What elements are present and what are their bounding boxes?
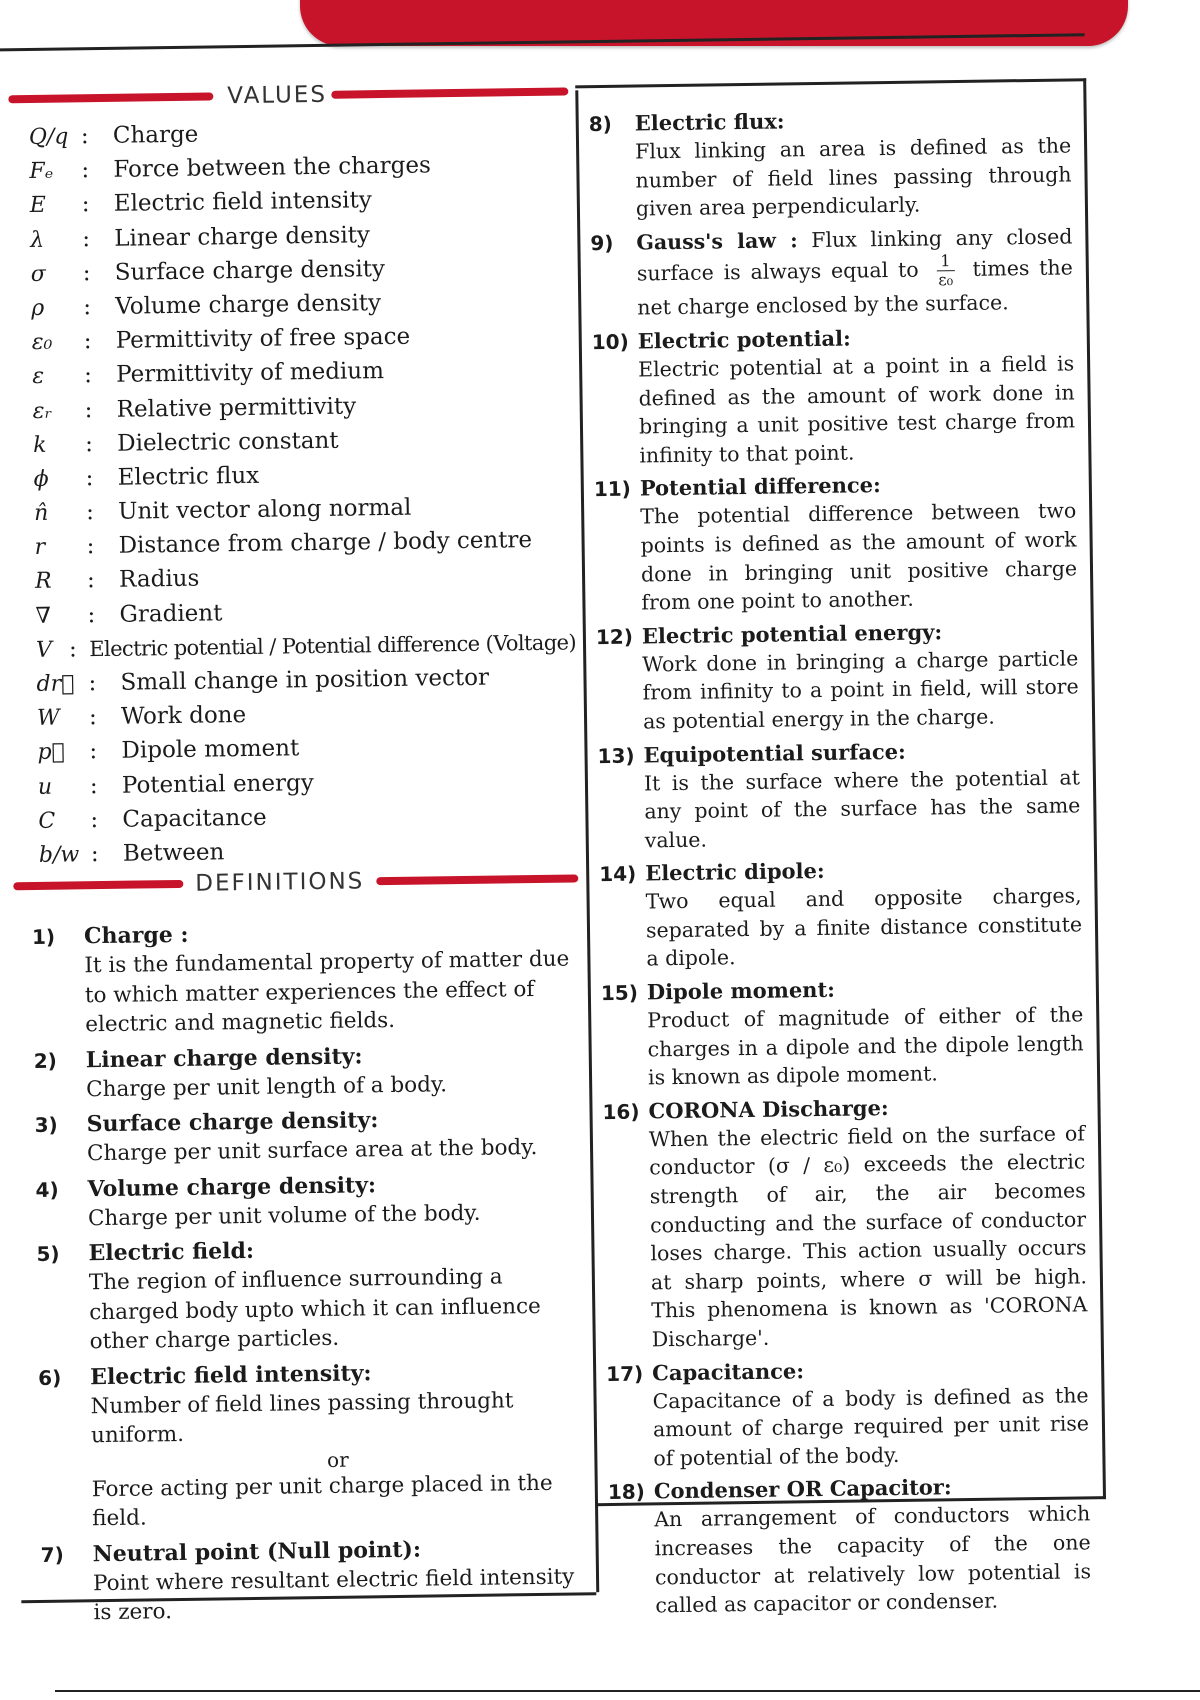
symbol-meaning: Gradient [119, 599, 223, 628]
symbol: ρ [31, 295, 45, 321]
definition-body: Charge per unit volume of the body. [87, 1200, 481, 1231]
definition-number: 17) [606, 1361, 644, 1386]
definition-title: Equipotential surface: [643, 738, 906, 767]
gauss-law-text-pre: Flux linking any closed surface is always equal to [636, 224, 1073, 286]
definition-body: It is the fundamental property of matter due to which matter experiences the effect of electric and magnetic fields. [84, 946, 570, 1038]
symbol: C [38, 808, 56, 834]
symbol: Fₑ [29, 158, 54, 185]
definition-number: 9) [590, 230, 614, 255]
frame-top-line [0, 33, 1085, 51]
definition-number: 2) [33, 1048, 58, 1073]
symbol-row: ε₀ : Permittivity of free space [32, 322, 572, 364]
symbol-row: ϕ : Electric flux [33, 458, 573, 500]
values-heading-text: VALUES [227, 81, 328, 110]
symbol-meaning: Surface charge density [114, 255, 386, 286]
symbol-meaning: Capacitance [122, 804, 267, 833]
fraction-numerator: 1 [936, 252, 954, 271]
symbol: R [34, 569, 52, 595]
definition-title: Volume charge density: [87, 1171, 377, 1202]
definition-number: 14) [599, 861, 637, 887]
symbol: σ [30, 261, 47, 287]
definition-title: CORONA Discharge: [648, 1094, 889, 1124]
symbol: u [37, 774, 53, 800]
symbol: V [35, 637, 53, 663]
definition-item [592, 321, 1076, 470]
definition-title: Condenser OR Capacitor: [653, 1474, 952, 1504]
symbol-meaning: Distance from charge / body centre [118, 527, 533, 560]
symbol-row: εᵣ : Relative permittivity [33, 390, 573, 432]
definition-body: Two equal and opposite charges, separated by a finite distance constitute a dipole. [645, 883, 1083, 971]
symbol-meaning: Unit vector along normal [117, 494, 412, 525]
symbol-meaning: Permittivity of medium [116, 358, 385, 389]
symbol: E [29, 193, 47, 219]
definition-body: Point where resultant electric field intensity is zero. [92, 1564, 575, 1626]
symbol: Q/q [28, 124, 69, 150]
definition-number: 11) [593, 476, 632, 502]
symbol-row: n̂ : Unit vector along normal [34, 492, 574, 534]
definition-body [636, 222, 1073, 322]
symbol: dr⃗ [36, 671, 75, 697]
heading-bar-left [13, 880, 183, 890]
definition-number: 3) [34, 1112, 58, 1137]
definition-number: 4) [35, 1177, 59, 1202]
definition-number: 13) [597, 743, 635, 768]
symbol-row: p⃗ : Dipole moment [37, 732, 577, 774]
symbol-row: dr⃗ : Small change in position vector [36, 663, 576, 705]
symbol-row: V : Electric potential / Potential difference (Voltage) [35, 630, 577, 663]
symbol-meaning: Permittivity of free space [115, 323, 411, 354]
symbol-row: C : Capacitance [38, 800, 578, 842]
definition-body: Charge per unit length of a body. [86, 1071, 448, 1102]
symbol-meaning: Force between the charges [113, 152, 431, 183]
heading-bar-left [8, 92, 213, 103]
definition-number: 8) [588, 111, 612, 137]
symbol-row: Fₑ : Force between the charges [29, 151, 569, 193]
definition-number: 15) [600, 980, 639, 1006]
definitions-left-column [32, 915, 587, 1634]
symbol-meaning: Between [122, 839, 225, 867]
definition-number: 1) [31, 924, 56, 950]
definition-body-alt: Force acting per unit charge placed in the field. [91, 1470, 553, 1532]
symbol-meaning: Work done [120, 702, 247, 730]
definition-number: 6) [38, 1365, 62, 1390]
symbol: r [34, 535, 46, 561]
symbol: ε [32, 364, 45, 390]
definition-number: 10) [591, 329, 629, 355]
symbol-meaning: Potential energy [121, 769, 314, 799]
definition-body: It is the surface where the potential at any point of the surface has the same value. [643, 764, 1081, 853]
definition-item [608, 1472, 1092, 1621]
definition-item [34, 1103, 580, 1169]
definition-item [590, 222, 1073, 323]
definition-item [36, 1232, 583, 1357]
definition-body: The potential difference between two points is defined as the amount of work done in bringing unit positive charge from one point to another. [640, 498, 1078, 615]
symbol-meaning: Charge [112, 121, 199, 149]
definition-number: 7) [40, 1542, 64, 1567]
symbol-row: k : Dielectric constant [33, 424, 573, 466]
definition-body: Flux linking an area is defined as the number of field lines passing through given area perpendicularly. [634, 133, 1072, 221]
definition-item [602, 1091, 1088, 1354]
symbol-row: u : Potential energy [38, 766, 578, 808]
definition-number: 5) [36, 1241, 60, 1266]
fraction-denominator: ε₀ [938, 270, 954, 290]
definition-item [606, 1353, 1090, 1474]
symbol-row: R : Radius [35, 561, 575, 603]
definition-item [599, 854, 1083, 974]
definition-title: Electric potential energy: [641, 618, 943, 649]
symbol-row: σ : Surface charge density [31, 253, 571, 295]
definition-title: Electric potential: [637, 325, 851, 354]
definition-title: Electric dipole: [645, 858, 825, 886]
symbol-meaning: Electric potential / Potential difference (Voltage) [89, 630, 577, 661]
symbol-row: E : Electric field intensity [30, 185, 570, 227]
definition-number: 16) [602, 1099, 640, 1124]
symbol-list [29, 116, 579, 876]
definition-body: Product of magnitude of either of the charges in a dipole and the dipole length is known as dipole moment. [647, 1002, 1084, 1090]
definition-title: Dipole moment: [646, 976, 836, 1005]
definition-item [34, 1039, 580, 1105]
definition-item [32, 915, 579, 1040]
symbol-row: ε : Permittivity of medium [32, 356, 572, 398]
definitions-heading-text: DEFINITIONS [195, 868, 365, 897]
symbol-row: ρ : Volume charge density [31, 287, 571, 329]
definition-item [596, 616, 1080, 736]
symbol-meaning: Linear charge density [114, 221, 371, 252]
symbol-row: ∇ : Gradient [35, 595, 575, 637]
definition-body: When the electric field on the surface of conductor (σ / ε₀) exceeds the electric strength of air, the air becomes conducting and the surface of conductor loses charge. This action usually occurs at sharp points, where σ will be high. This phenomena is known as 'CORONA Discharge'. [648, 1121, 1088, 1352]
symbol-row: W : Work done [37, 698, 577, 740]
definition-item [589, 103, 1073, 223]
heading-bar-right [376, 874, 578, 885]
definition-title: Electric flux: [634, 108, 785, 136]
definition-number: 12) [595, 624, 634, 649]
values-heading [8, 78, 568, 112]
symbol: λ [30, 227, 45, 253]
heading-bar-right [331, 87, 568, 98]
definition-number: 18) [607, 1479, 646, 1505]
symbol-meaning: Electric field intensity [113, 187, 372, 218]
symbol-meaning: Dipole moment [121, 735, 300, 765]
definition-item [35, 1168, 581, 1234]
definition-body: Charge per unit surface area at the body. [86, 1134, 538, 1167]
definition-title: Charge : [83, 921, 189, 950]
symbol: b/w [38, 842, 80, 868]
definition-item [38, 1356, 585, 1535]
symbol-meaning: Dielectric constant [116, 427, 339, 457]
symbol: εᵣ [32, 398, 53, 424]
definition-title: Electric field: [88, 1237, 255, 1267]
fraction [936, 252, 955, 289]
symbol-meaning: Radius [118, 566, 200, 594]
page-bottom-rule [55, 1690, 1200, 1692]
definition-body: The region of influence surrounding a charged body upto which it can influence other charge particles. [88, 1264, 541, 1355]
symbol-row: Q/q : Charge [29, 116, 569, 158]
definition-title: Potential difference: [639, 472, 881, 501]
definition-title: Surface charge density: [86, 1107, 379, 1138]
definition-body: Capacitance of a body is defined as the amount of charge required per unit rise of potential of the body. [652, 1382, 1090, 1471]
definition-title: Gauss's law : [636, 228, 798, 255]
definition-or: or [326, 1447, 349, 1472]
symbol-meaning: Volume charge density [115, 290, 382, 320]
definition-body: Electric potential at a point in a field is defined as the amount of work done in bringing a unit positive test charge from infinity to that point. [638, 351, 1076, 468]
symbol-meaning: Electric flux [117, 462, 260, 491]
definition-item [594, 469, 1078, 618]
symbol: n̂ [33, 500, 49, 527]
definition-item [40, 1533, 586, 1629]
definition-item [601, 972, 1085, 1092]
symbol-row: r : Distance from charge / body centre [34, 527, 574, 569]
definition-item [597, 735, 1081, 855]
definition-title: Electric field intensity: [90, 1359, 372, 1390]
symbol-row: b/w : Between [39, 834, 579, 876]
definition-title: Capacitance: [652, 1357, 805, 1385]
symbol: p⃗ [37, 739, 65, 766]
definition-body: Work done in bringing a charge particle from infinity to a point in field, will store as potential energy in the charge. [642, 646, 1079, 734]
symbol: W [36, 705, 60, 732]
symbol-meaning: Small change in position vector [120, 664, 490, 696]
symbol-meaning: Relative permittivity [116, 392, 357, 423]
definition-body: An arrangement of conductors which increases the capacity of the one conductor at relatively low potential is called as capacitor or condenser. [654, 1501, 1092, 1618]
symbol: ϕ [33, 466, 49, 492]
symbol: k [33, 432, 47, 458]
page-content [0, 22, 1200, 1626]
definition-title: Neutral point (Null point): [92, 1536, 422, 1567]
symbol-row: λ : Linear charge density [30, 219, 570, 261]
definitions-right-column [589, 103, 1092, 1625]
definition-title: Linear charge density: [85, 1042, 363, 1073]
symbol: ε₀ [31, 329, 53, 356]
definition-body: Number of field lines passing throught uniform. [90, 1387, 514, 1449]
symbol: ∇ [35, 603, 52, 629]
gauss-law-text-post: times the net charge enclosed by the surface. [637, 255, 1073, 320]
